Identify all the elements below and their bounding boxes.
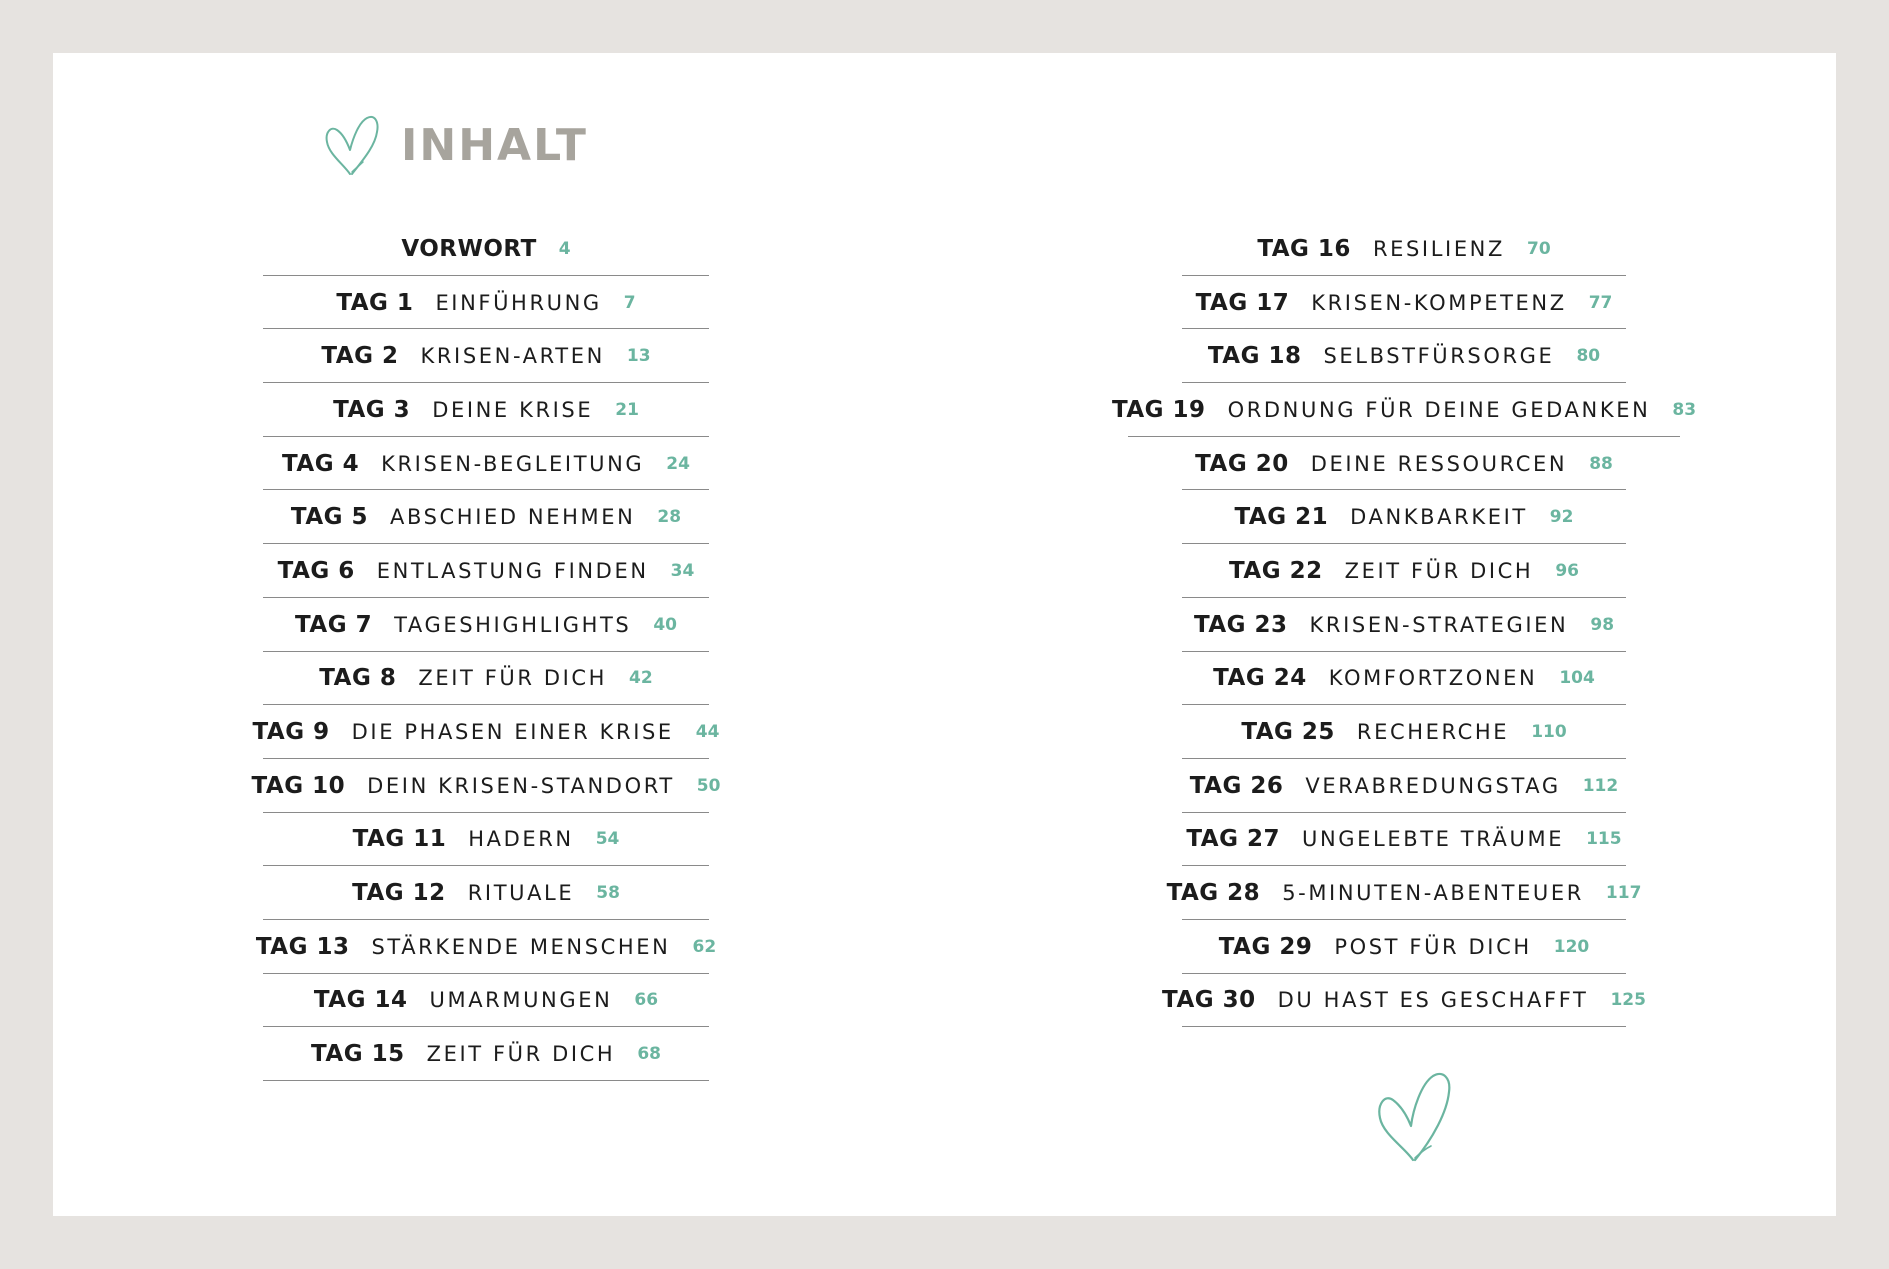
toc-entry: [263, 490, 709, 544]
toc-entry: [1182, 276, 1626, 330]
toc-entry: [1182, 759, 1626, 813]
toc-entry-page-number: 83: [1672, 399, 1697, 420]
toc-entry: [1182, 544, 1626, 598]
toc-entry-page-number: 54: [595, 829, 620, 850]
toc-entry-page-number: 104: [1559, 668, 1595, 689]
heart-icon: [323, 112, 383, 178]
toc-entry: [255, 920, 717, 974]
toc-entry: [263, 1027, 709, 1081]
toc-entry-topic: TAGESHIGHLIGHTS: [394, 612, 632, 637]
toc-entry: [1162, 974, 1646, 1028]
toc-entry-day: TAG 4: [282, 450, 360, 477]
toc-entry: [263, 329, 709, 383]
toc-entry-day: TAG 18: [1207, 343, 1302, 370]
toc-entry: [1182, 598, 1626, 652]
toc-entry-page-number: 115: [1586, 829, 1622, 850]
toc-entry-topic: DEINE RESSOURCEN: [1310, 451, 1568, 476]
toc-entry-topic: RITUALE: [467, 881, 575, 906]
toc-column-left: [251, 222, 721, 1081]
toc-entry: [1111, 383, 1697, 437]
toc-entry-topic: KRISEN-KOMPETENZ: [1311, 290, 1567, 315]
toc-entry-page-number: 68: [637, 1044, 661, 1065]
toc-entry: [263, 544, 709, 598]
toc-entry-topic: ZEIT FÜR DICH: [1344, 558, 1534, 583]
toc-entry-day: TAG 13: [255, 933, 350, 960]
toc-entry-topic: KRISEN-BEGLEITUNG: [381, 451, 645, 476]
toc-entry-page-number: 117: [1605, 883, 1642, 904]
toc-entry-day: TAG 22: [1229, 557, 1323, 584]
toc-column-right: [1111, 222, 1697, 1027]
toc-entry-day: TAG 16: [1257, 235, 1351, 262]
toc-entry-page-number: 34: [670, 560, 695, 581]
toc-entry-page-number: 98: [1590, 614, 1615, 635]
toc-entry: [263, 598, 709, 652]
toc-entry-topic: KRISEN-STRATEGIEN: [1309, 612, 1569, 637]
toc-entry-day: TAG 6: [277, 557, 355, 584]
toc-entry-page-number: 112: [1582, 775, 1619, 796]
toc-entry-page-number: 80: [1576, 346, 1601, 367]
toc-entry-page-number: 70: [1526, 238, 1551, 259]
toc-entry: [263, 974, 709, 1028]
toc-entry-day: TAG 23: [1193, 611, 1288, 638]
toc-entry: [1182, 920, 1626, 974]
toc-entry-topic: ENTLASTUNG FINDEN: [376, 558, 649, 583]
toc-entry-topic: RECHERCHE: [1356, 720, 1510, 745]
toc-entry-topic: DEINE KRISE: [432, 397, 594, 422]
toc-entry-day: TAG 15: [311, 1041, 405, 1068]
toc-entry-day: TAG 17: [1195, 289, 1290, 316]
toc-entry-page-number: 44: [695, 722, 720, 743]
toc-entry-page-number: 28: [657, 507, 682, 528]
toc-entry-day: TAG 9: [252, 719, 330, 746]
toc-entry-page-number: 24: [666, 453, 690, 474]
toc-entry-topic: SELBSTFÜRSORGE: [1323, 344, 1555, 369]
toc-entry-page-number: 40: [653, 614, 677, 635]
toc-entry: [252, 705, 720, 759]
toc-entry-page-number: 88: [1589, 453, 1613, 474]
toc-entry: [263, 276, 709, 330]
heart-icon: [1375, 1068, 1455, 1164]
toc-entry-day: TAG 8: [319, 665, 397, 692]
toc-entry-day: TAG 27: [1186, 826, 1281, 853]
toc-entry-page-number: 92: [1549, 507, 1574, 528]
toc-entry-topic: DANKBARKEIT: [1350, 505, 1528, 530]
toc-entry-day: TAG 12: [352, 880, 446, 907]
toc-entry-page-number: 125: [1610, 990, 1646, 1011]
toc-entry-topic: POST FÜR DICH: [1334, 934, 1532, 959]
toc-entry-topic: KOMFORTZONEN: [1328, 666, 1538, 691]
toc-entry-day: TAG 26: [1189, 772, 1284, 799]
page-title: INHALT: [401, 119, 588, 171]
toc-entry-page-number: 42: [629, 668, 653, 689]
toc-entry-topic: UMARMUNGEN: [429, 988, 613, 1013]
toc-entry-day: TAG 20: [1195, 450, 1289, 477]
toc-entry-topic: ZEIT FÜR DICH: [418, 666, 608, 691]
toc-entry-day: VORWORT: [401, 235, 537, 262]
toc-entry-day: TAG 14: [313, 987, 408, 1014]
toc-entry: [251, 759, 721, 813]
toc-entry: [1182, 329, 1626, 383]
toc-entry-day: TAG 7: [295, 611, 373, 638]
toc-entry-topic: RESILIENZ: [1372, 236, 1505, 261]
toc-entry-topic: DEIN KRISEN-STANDORT: [367, 773, 675, 798]
toc-entry: [1182, 652, 1626, 706]
toc-entry-topic: EINFÜHRUNG: [435, 290, 602, 315]
toc-entry-page-number: 7: [623, 292, 636, 313]
toc-entry-day: TAG 10: [251, 772, 346, 799]
toc-entry-topic: ZEIT FÜR DICH: [426, 1042, 616, 1067]
toc-entry: [1166, 866, 1642, 920]
toc-entry: [1182, 490, 1626, 544]
toc-entry-day: TAG 1: [336, 289, 414, 316]
toc-entry: [263, 383, 709, 437]
toc-entry-page-number: 120: [1553, 936, 1590, 957]
toc-entry-day: TAG 21: [1234, 504, 1329, 531]
toc-entry-page-number: 62: [692, 936, 717, 957]
toc-entry-page-number: 66: [634, 990, 659, 1011]
toc-entry-page-number: 21: [615, 399, 639, 420]
toc-entry-topic: 5-MINUTEN-ABENTEUER: [1282, 881, 1584, 906]
toc-entry: [263, 652, 709, 706]
toc-entry: [263, 222, 709, 276]
toc-entry-day: TAG 24: [1213, 665, 1307, 692]
toc-entry-day: TAG 11: [352, 826, 447, 853]
toc-entry-topic: ORDNUNG FÜR DEINE GEDANKEN: [1227, 397, 1651, 422]
toc-entry: [263, 866, 709, 920]
toc-entry-day: TAG 3: [333, 396, 411, 423]
toc-heading: [323, 112, 588, 178]
toc-entry: [1182, 705, 1626, 759]
toc-entry-day: TAG 5: [290, 504, 369, 531]
toc-entry-page-number: 110: [1531, 722, 1567, 743]
toc-entry-day: TAG 28: [1166, 880, 1261, 907]
toc-entry-topic: KRISEN-ARTEN: [420, 344, 605, 369]
toc-entry-day: TAG 25: [1241, 719, 1335, 746]
toc-entry-page-number: 50: [696, 775, 721, 796]
toc-entry-topic: HADERN: [468, 827, 574, 852]
toc-entry-topic: DU HAST ES GESCHAFFT: [1277, 988, 1589, 1013]
toc-entry-topic: ABSCHIED NEHMEN: [390, 505, 636, 530]
toc-entry-page-number: 96: [1555, 560, 1579, 581]
toc-entry-topic: STÄRKENDE MENSCHEN: [371, 934, 671, 959]
toc-entry-page-number: 4: [558, 238, 571, 259]
toc-entry-day: TAG 2: [321, 343, 399, 370]
toc-entry-topic: UNGELEBTE TRÄUME: [1302, 827, 1565, 852]
toc-entry: [1182, 813, 1626, 867]
toc-entry: [263, 437, 709, 491]
toc-entry: [1182, 222, 1626, 276]
toc-entry-page-number: 13: [626, 346, 651, 367]
toc-entry: [263, 813, 709, 867]
toc-entry-day: TAG 29: [1218, 933, 1313, 960]
toc-entry-page-number: 58: [596, 883, 620, 904]
toc-entry-day: TAG 30: [1162, 987, 1256, 1014]
toc-entry-topic: VERABREDUNGSTAG: [1305, 773, 1561, 798]
toc-entry-topic: DIE PHASEN EINER KRISE: [351, 720, 674, 745]
toc-entry: [1182, 437, 1626, 491]
toc-entry-page-number: 77: [1588, 292, 1613, 313]
toc-entry-day: TAG 19: [1111, 396, 1206, 423]
